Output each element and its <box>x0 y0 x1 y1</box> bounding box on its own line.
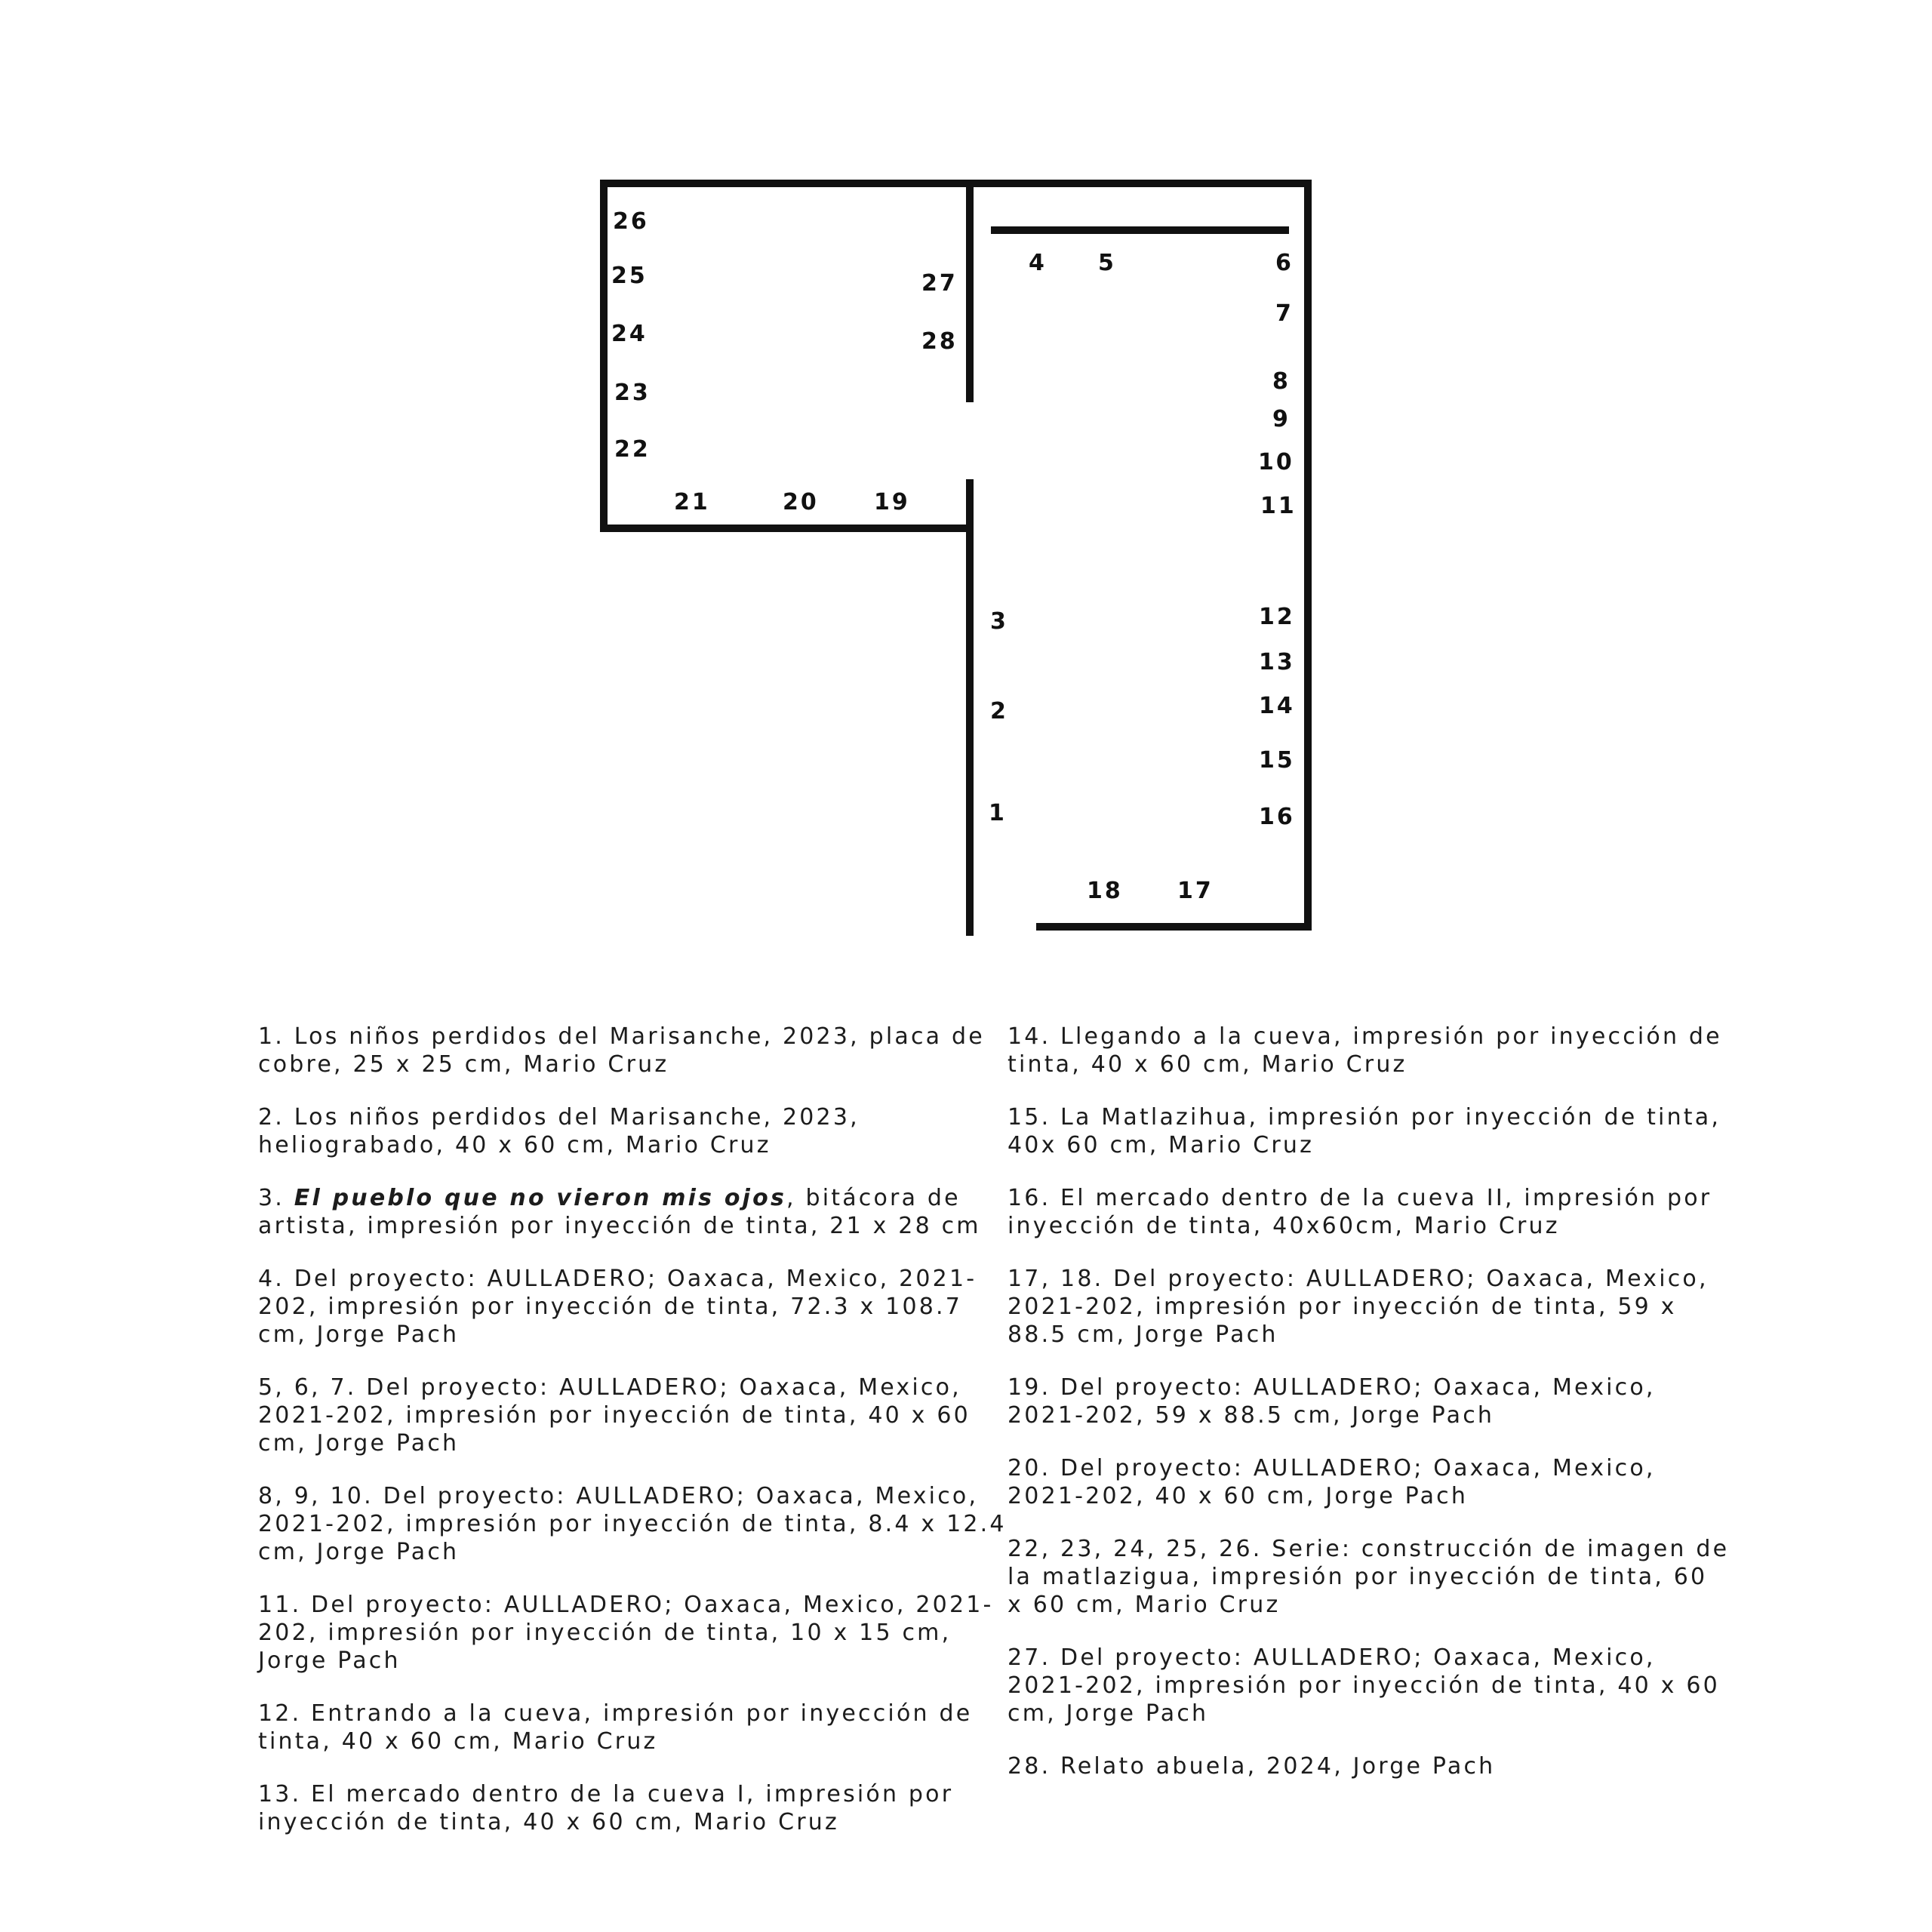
plan-label: 6 <box>1275 250 1294 276</box>
plan-label: 20 <box>783 489 819 515</box>
plan-label: 24 <box>611 321 648 347</box>
caption-3-details: , bitácora de artista, impresión por inyección de tinta, 21 x 28 cm <box>258 1185 981 1239</box>
caption-4: 4. Del proyecto: AULLADERO; Oaxaca, Mexico, 2021-202, impresión por inyección de tinta, 72.3 x 108.7 cm, Jorge Pach <box>258 1266 977 1348</box>
caption-3 <box>258 1184 1013 1240</box>
caption-14: 14. Llegando a la cueva, impresión por inyección de tinta, 40 x 60 cm, Mario Cruz <box>1008 1023 1722 1078</box>
plan-label: 16 <box>1259 804 1295 830</box>
plan-label: 25 <box>611 263 648 289</box>
captions-right-column <box>1008 1023 1732 1805</box>
caption-2: 2. Los niños perdidos del Marisanche, 2023, heliograbado, 40 x 60 cm, Mario Cruz <box>258 1104 860 1158</box>
plan-label: 3 <box>990 608 1008 635</box>
caption-13: 13. El mercado dentro de la cueva I, impresión por inyección de tinta, 40 x 60 cm, Mario Cruz <box>258 1781 954 1835</box>
plan-label: 1 <box>989 800 1007 826</box>
plan-label: 5 <box>1098 250 1116 276</box>
plan-label: 21 <box>674 489 710 515</box>
caption-12: 12. Entrando a la cueva, impresión por inyección de tinta, 40 x 60 cm, Mario Cruz <box>258 1700 973 1755</box>
caption-28: 28. Relato abuela, 2024, Jorge Pach <box>1008 1753 1496 1780</box>
caption-5-6-7: 5, 6, 7. Del proyecto: AULLADERO; Oaxaca, Mexico, 2021-202, impresión por inyección de tinta, 40 x 60 cm, Jorge Pach <box>258 1374 971 1457</box>
plan-label: 2 <box>990 698 1008 724</box>
plan-label: 15 <box>1259 747 1295 774</box>
caption-3-title: El pueblo que no vieron mis ojos <box>294 1185 787 1211</box>
plan-label: 12 <box>1259 604 1295 630</box>
plan-label: 10 <box>1258 449 1294 475</box>
plan-label: 17 <box>1177 878 1214 904</box>
plan-label: 8 <box>1272 368 1291 395</box>
caption-8-9-10: 8, 9, 10. Del proyecto: AULLADERO; Oaxaca, Mexico, 2021-202, impresión por inyección de tinta, 8.4 x 12.4 cm, Jorge Pach <box>258 1483 1007 1565</box>
plan-label: 28 <box>921 328 958 355</box>
plan-label: 13 <box>1259 649 1295 675</box>
plan-label: 7 <box>1275 300 1294 327</box>
captions-left-column <box>258 1023 1013 1861</box>
caption-27: 27. Del proyecto: AULLADERO; Oaxaca, Mexico, 2021-202, impresión por inyección de tinta, 40 x 60 cm, Jorge Pach <box>1008 1644 1720 1727</box>
caption-3-number: 3. <box>258 1185 294 1211</box>
caption-16: 16. El mercado dentro de la cueva II, impresión por inyección de tinta, 40x60cm, Mario Cruz <box>1008 1185 1712 1239</box>
caption-11: 11. Del proyecto: AULLADERO; Oaxaca, Mexico, 2021-202, impresión por inyección de tinta, 10 x 15 cm, Jorge Pach <box>258 1592 994 1674</box>
plan-label: 27 <box>921 270 958 297</box>
plan-label: 11 <box>1260 493 1297 519</box>
plan-label: 14 <box>1259 693 1295 719</box>
plan-label: 19 <box>874 489 910 515</box>
plan-label: 18 <box>1087 878 1123 904</box>
caption-15: 15. La Matlazihua, impresión por inyección de tinta, 40x 60 cm, Mario Cruz <box>1008 1104 1721 1158</box>
caption-1: 1. Los niños perdidos del Marisanche, 2023, placa de cobre, 25 x 25 cm, Mario Cruz <box>258 1023 985 1078</box>
caption-19: 19. Del proyecto: AULLADERO; Oaxaca, Mexico, 2021-202, 59 x 88.5 cm, Jorge Pach <box>1008 1374 1656 1429</box>
plan-label: 23 <box>614 380 651 406</box>
plan-label: 26 <box>613 208 649 235</box>
floor-plan-labels <box>611 208 1297 904</box>
caption-20: 20. Del proyecto: AULLADERO; Oaxaca, Mexico, 2021-202, 40 x 60 cm, Jorge Pach <box>1008 1455 1656 1509</box>
plan-label: 9 <box>1272 406 1291 432</box>
plan-label: 4 <box>1029 250 1047 276</box>
plan-label: 22 <box>614 436 651 463</box>
caption-22-26: 22, 23, 24, 25, 26. Serie: construcción de imagen de la matlazigua, impresión por inyección de tinta, 60 x 60 cm, Mario Cruz <box>1008 1536 1730 1618</box>
caption-17-18: 17, 18. Del proyecto: AULLADERO; Oaxaca, Mexico, 2021-202, impresión por inyección de tinta, 59 x 88.5 cm, Jorge Pach <box>1008 1266 1709 1348</box>
